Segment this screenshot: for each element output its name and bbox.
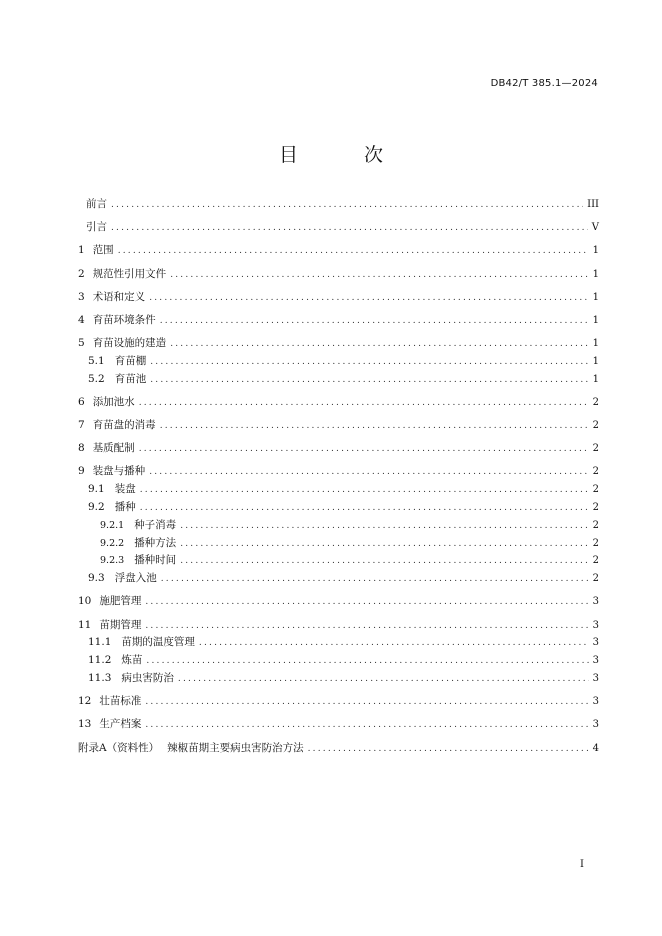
dot-leader [178, 673, 589, 686]
toc-entry-number: 9 [78, 465, 85, 478]
toc-entry[interactable] [78, 501, 599, 515]
toc-entry-page: III [587, 199, 599, 210]
toc-entry-label: 病虫害防治 [121, 672, 174, 685]
toc-entry-page: 2 [592, 502, 599, 514]
toc-entry[interactable] [78, 314, 599, 328]
toc-entry-page: 3 [592, 673, 599, 685]
dot-leader [118, 245, 589, 258]
toc-entry[interactable] [78, 373, 599, 387]
dot-leader [308, 743, 589, 756]
toc-entry-label: 施肥管理 [99, 595, 142, 608]
dot-leader [140, 502, 589, 515]
toc-entry-page: 2 [592, 537, 599, 549]
toc-entry-label: 浮盘入池 [114, 572, 157, 585]
toc-entry-number: 12 [78, 695, 92, 708]
toc-entry-label: 术语和定义 [92, 290, 146, 303]
toc-entry[interactable] [78, 291, 599, 305]
toc-entry-number: 13 [78, 718, 92, 731]
toc-entry-page: 2 [592, 420, 599, 432]
toc-entry-label: 前言 [86, 198, 107, 210]
toc-entry[interactable] [78, 742, 599, 756]
toc-entry-number: 3 [78, 290, 85, 303]
toc-entry-label: 范围 [92, 244, 114, 257]
toc-entry-page: 1 [592, 245, 599, 257]
toc-entry[interactable] [78, 672, 599, 686]
toc-entry[interactable] [78, 442, 599, 456]
toc-entry-label: 育苗设施的建造 [92, 337, 167, 350]
toc-entry-number: 7 [78, 419, 85, 432]
toc-entry-label: 育苗棚 [114, 354, 147, 367]
page-title: 目 次 [278, 144, 414, 166]
toc-entry-number: 4 [78, 313, 85, 326]
toc-entry-page: 1 [592, 373, 599, 385]
toc-entry-number: 10 [78, 595, 92, 608]
toc-entry[interactable] [78, 419, 599, 433]
toc-entry-label: 壮苗标准 [99, 695, 142, 708]
toc-entry-page: 1 [592, 314, 599, 326]
dot-leader [150, 374, 588, 387]
toc-entry-label: 装盘 [114, 483, 136, 496]
toc-entry-page: 3 [592, 655, 599, 667]
toc-entry-page: V [591, 222, 599, 234]
toc-entry[interactable] [78, 198, 599, 212]
dot-leader [150, 356, 588, 369]
toc-entry[interactable] [78, 355, 599, 369]
dot-leader [111, 222, 588, 235]
toc-entry-label: 辣椒苗期主要病虫害防治方法 [167, 741, 304, 754]
toc-entry[interactable] [78, 636, 599, 650]
dot-leader [160, 315, 589, 328]
dot-leader [161, 573, 589, 586]
toc-entry-page: 2 [592, 484, 599, 496]
toc-entry[interactable] [78, 337, 599, 351]
toc-entry-number: 附录A（资料性） [78, 741, 160, 754]
standard-code: DB42/T 385.1—2024 [490, 78, 598, 89]
toc-entry[interactable] [78, 572, 599, 586]
toc-entry-number: 5.1 [88, 354, 105, 367]
toc-entry-label: 基质配制 [92, 442, 135, 455]
dot-leader [160, 420, 589, 433]
dot-leader [111, 199, 583, 212]
toc-entry-label: 播种时间 [134, 554, 177, 567]
toc-entry-page: 1 [592, 338, 599, 350]
toc-entry-page: 1 [592, 355, 599, 367]
dot-leader [170, 338, 588, 351]
toc-entry-page: 3 [592, 619, 599, 631]
toc-entry-number: 9.2.2 [100, 537, 125, 549]
toc-entry[interactable] [78, 554, 599, 568]
toc-entry[interactable] [78, 483, 599, 497]
toc-entry-number: 9.1 [88, 483, 105, 496]
toc-entry-page: 1 [592, 291, 599, 303]
dot-leader [140, 484, 589, 497]
toc-entry[interactable] [78, 654, 599, 668]
toc-entry-page: 2 [592, 466, 599, 478]
toc-entry[interactable] [78, 268, 599, 282]
toc-entry-label: 引言 [86, 221, 107, 234]
toc-entry-label: 添加池水 [92, 395, 135, 408]
toc-entry-page: 2 [592, 396, 599, 408]
toc-entry-label: 苗期的温度管理 [121, 636, 195, 649]
dot-leader [146, 655, 588, 668]
dot-leader [139, 443, 589, 456]
toc-entry-number: 5 [78, 337, 85, 350]
toc-entry-number: 9.2.3 [100, 555, 125, 567]
dot-leader [145, 620, 588, 633]
toc-entry[interactable] [78, 465, 599, 479]
dot-leader [180, 555, 588, 568]
toc-entry-label: 育苗池 [114, 372, 147, 385]
toc-entry-page: 3 [592, 719, 599, 731]
toc-entry-label: 生产档案 [99, 718, 142, 731]
toc-entry-page: 3 [592, 637, 599, 649]
toc-entry[interactable] [78, 396, 599, 410]
toc-entry-number: 11 [78, 618, 92, 631]
toc-entry-number: 9.3 [88, 572, 105, 585]
toc-entry-number: 8 [78, 442, 85, 455]
toc-entry-label: 育苗环境条件 [92, 313, 156, 326]
toc-entry-page: 1 [592, 268, 599, 280]
toc-entry-page: 2 [592, 443, 599, 455]
toc-entry-page: 2 [592, 519, 599, 531]
toc-entry-page: 2 [592, 555, 599, 567]
toc-entry-number: 2 [78, 267, 85, 280]
dot-leader [180, 520, 588, 533]
toc-entry[interactable] [78, 619, 599, 633]
toc-entry-label: 炼苗 [121, 654, 143, 667]
dot-leader [149, 292, 588, 305]
toc-entry-label: 装盘与播种 [92, 465, 146, 478]
toc-entry-label: 苗期管理 [99, 618, 142, 631]
toc-entry-page: 3 [592, 696, 599, 708]
toc-entry-number: 11.2 [88, 654, 112, 667]
toc-entry-label: 规范性引用文件 [92, 267, 167, 280]
dot-leader [149, 466, 588, 479]
toc-entry[interactable] [78, 537, 599, 551]
toc-entry[interactable] [78, 718, 599, 732]
toc-entry-number: 11.3 [88, 672, 112, 685]
toc-entry-page: 3 [592, 596, 599, 608]
toc-entry[interactable] [78, 221, 599, 235]
toc-entry-number: 11.1 [88, 636, 112, 649]
table-of-contents [78, 198, 599, 756]
toc-entry-page: 2 [592, 573, 599, 585]
toc-entry[interactable] [78, 595, 599, 609]
toc-entry-number: 9.2.1 [100, 519, 125, 531]
toc-entry-number: 1 [78, 244, 85, 257]
toc-entry-page: 4 [592, 742, 599, 754]
toc-entry[interactable] [78, 519, 599, 533]
toc-entry-number: 5.2 [88, 372, 105, 385]
toc-entry-label: 种子消毒 [134, 518, 177, 531]
dot-leader [139, 397, 589, 410]
page-number: I [580, 859, 584, 870]
dot-leader [199, 637, 589, 650]
dot-leader [170, 269, 588, 282]
toc-entry-label: 育苗盘的消毒 [92, 419, 156, 432]
dot-leader [145, 596, 588, 609]
dot-leader [180, 538, 588, 551]
dot-leader [145, 719, 588, 732]
toc-entry-number: 6 [78, 395, 85, 408]
toc-entry-label: 播种方法 [134, 536, 177, 549]
toc-entry-label: 播种 [114, 501, 136, 514]
dot-leader [145, 696, 588, 709]
toc-entry[interactable] [78, 695, 599, 709]
toc-entry[interactable] [78, 244, 599, 258]
toc-entry-number: 9.2 [88, 501, 105, 514]
